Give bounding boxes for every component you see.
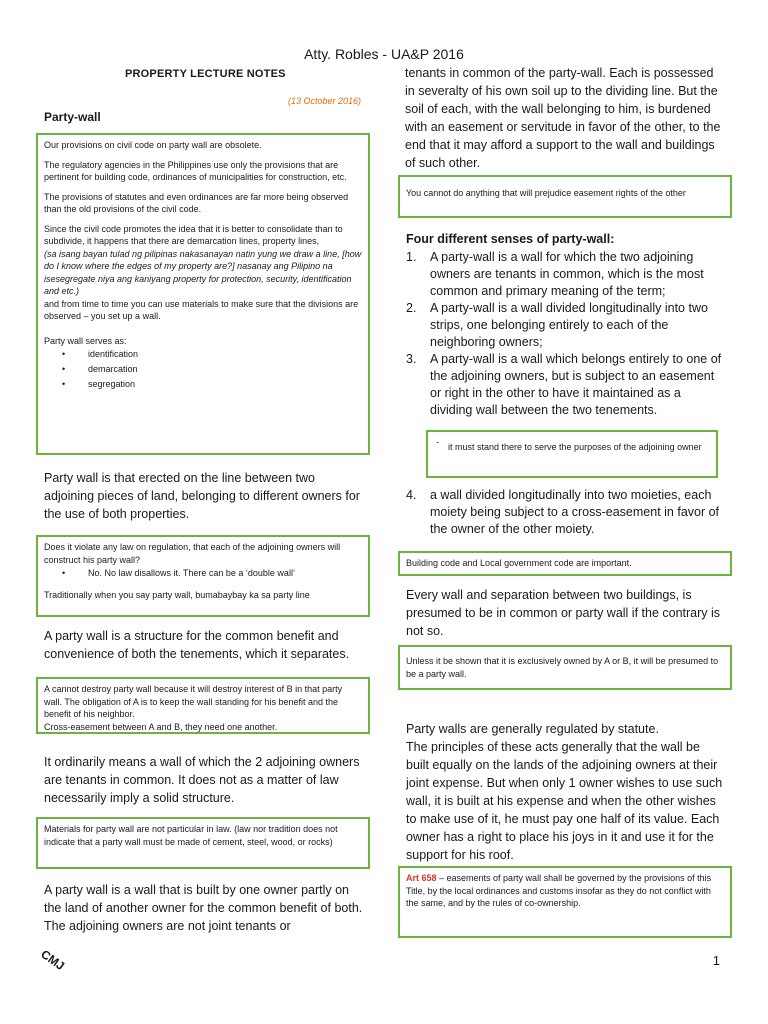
- sense-four: [406, 487, 724, 538]
- note-box-cross-easement: [36, 677, 370, 734]
- article-label: Art 658: [406, 873, 437, 883]
- note-text: Unless it be shown that it is exclusively owned by A or B, it will be presumed to be a party wall.: [406, 656, 719, 679]
- paragraph-line: The principles of these acts generally that the wall be built equally on the lands of the adjoining owners at their joint expense. But when only 1 owner wishes to use such wall, it is built at his expense and when the other wishes to make use of it, he must pay one half of its value. Each owner has a right to place his joys in it and use it for the support for his roof.: [406, 740, 723, 862]
- note-question: Does it violate any law on regulation, that each of the adjoining owners will construct his party wall?: [44, 542, 341, 565]
- paragraph: A party wall is a wall that is built by one owner partly on the land of another owner for the common benefit of both. The adjoining owners are not joint tenants or: [44, 883, 363, 933]
- list-number: 3.: [406, 352, 417, 366]
- note-text: Materials for party wall are not particular in law. (law nor tradition does not indicate that a party wall must be made of cement, steel, wood, or rocks): [44, 824, 338, 847]
- document-header: Atty. Robles - UA&P 2016: [304, 46, 464, 62]
- senses-list: [406, 249, 724, 419]
- answer-list: [44, 566, 362, 581]
- dash-marker: -: [436, 437, 439, 447]
- lecture-date: (13 October 2016): [288, 96, 362, 106]
- note-text: The regulatory agencies in the Philippines use only the provisions that are pertinent for building code, ordinances of municipalities for construction, etc.: [44, 159, 347, 182]
- article-text: – easements of party wall shall be governed by the provisions of this Title, by the local ordinances and customs insofar as they do not conflict with the same, and by the rules of co-ownership.: [406, 873, 712, 908]
- logo-mark: CMJ: [38, 946, 68, 974]
- note-box-adjoining-owner: [426, 430, 718, 478]
- senses-title: Four different senses of party-wall:: [406, 232, 615, 246]
- list-text: A party-wall is a wall for which the two adjoining owners are tenants in common, which is the most common and primary meaning of the term;: [430, 250, 704, 298]
- list-item: [406, 249, 724, 300]
- paragraph-regulation: [406, 720, 726, 864]
- note-text-italic: (sa isang bayan tulad ng pilipinas nakasanayan natin yung we draw a line, [how do I know where the edges of my property are?] nasanay ang Pilipino na isesegregate niya ang kaniyang property for protection, security, identification and etc.): [44, 248, 362, 296]
- list-item: • identification: [88, 347, 362, 362]
- paragraph: A party wall is a structure for the common benefit and convenience of both the tenements, which it separates.: [44, 629, 350, 661]
- note-text-part: and from time to time you can use materials to make sure that the divisions are observed – you set up a wall.: [44, 298, 359, 321]
- note-box-materials: [36, 817, 370, 869]
- list-number: 1.: [406, 250, 417, 264]
- paragraph: It ordinarily means a wall of which the 2 adjoining owners are tenants in common. It does not as a matter of law necessarily imply a solid structure.: [44, 755, 360, 805]
- note-text: You cannot do anything that will prejudice easement rights of the other: [406, 188, 686, 198]
- list-number: 4.: [406, 488, 417, 502]
- note-text: A cannot destroy party wall because it will destroy interest of B in that party wall. The obligation of A is to keep the wall standing for his benefit and the benefit of his neighbor.: [44, 684, 343, 719]
- note-text: Our provisions on civil code on party wall are obsolete.: [44, 140, 262, 150]
- list-item: • segregation: [88, 377, 362, 392]
- list-item: • demarcation: [88, 362, 362, 377]
- note-text: [406, 872, 724, 910]
- list-number: 2.: [406, 301, 417, 315]
- section-heading: Party-wall: [44, 110, 101, 124]
- note-box-article-658: [398, 866, 732, 938]
- paragraph: tenants in common of the party-wall. Each is possessed in severalty of his own soil up to the dividing line. But the soil of each, with the wall belonging to him, is burdened with an easement or servitude in favor of the other, to the end that it may afford a support to the wall and buildings of such other.: [405, 66, 721, 170]
- note-text: Traditionally when you say party wall, bumabaybay ka sa party line: [44, 590, 310, 600]
- note-box-civil-code: [36, 133, 370, 455]
- note-text: [44, 223, 362, 323]
- list-text: A party-wall is a wall which belongs entirely to one of the adjoining owners, but is subject to an easement or right in the other to have it maintained as a dividing wall between the two tenements.: [430, 352, 722, 417]
- list-item: • No. No law disallows it. There can be a ‘double wall’: [88, 566, 362, 581]
- serves-label: Party wall serves as:: [44, 335, 127, 346]
- list-item: [406, 487, 724, 538]
- note-box-building-code: [398, 551, 732, 576]
- note-text: Cross-easement between A and B, they need one another.: [44, 721, 278, 732]
- list-item: [406, 351, 724, 419]
- note-text-part: Since the civil code promotes the idea that it is better to consolidate than to subdivide, it happens that there are demarcation lines, property lines,: [44, 223, 343, 246]
- paragraph: Party wall is that erected on the line between two adjoining pieces of land, belonging to different owners for the use of both properties.: [44, 471, 360, 521]
- serves-list: [44, 347, 362, 392]
- note-text: [434, 436, 710, 454]
- note-text: Building code and Local government code are important.: [406, 558, 632, 568]
- note-text-content: it must stand there to serve the purposes of the adjoining owner: [448, 442, 702, 452]
- list-text: a wall divided longitudinally into two moieties, each moiety being subject to a cross-easement in favor of the owner of the other moiety.: [430, 488, 720, 536]
- page-number: 1: [712, 953, 720, 968]
- list-item: [406, 300, 724, 351]
- paragraph-line: Party walls are generally regulated by statute.: [406, 722, 659, 736]
- note-box-double-wall: [36, 535, 370, 617]
- note-box-presumed: [398, 645, 732, 690]
- paragraph: Every wall and separation between two buildings, is presumed to be in common or party wall if the contrary is not so.: [406, 588, 721, 638]
- lecture-title: PROPERTY LECTURE NOTES: [125, 68, 286, 80]
- note-box-easement-rights: [398, 175, 732, 218]
- note-text: The provisions of statutes and even ordinances are far more being observed than the old provisions of the civil code.: [44, 191, 349, 214]
- list-text: A party-wall is a wall divided longitudinally into two strips, one belonging entirely to each of the neighboring owners;: [430, 301, 708, 349]
